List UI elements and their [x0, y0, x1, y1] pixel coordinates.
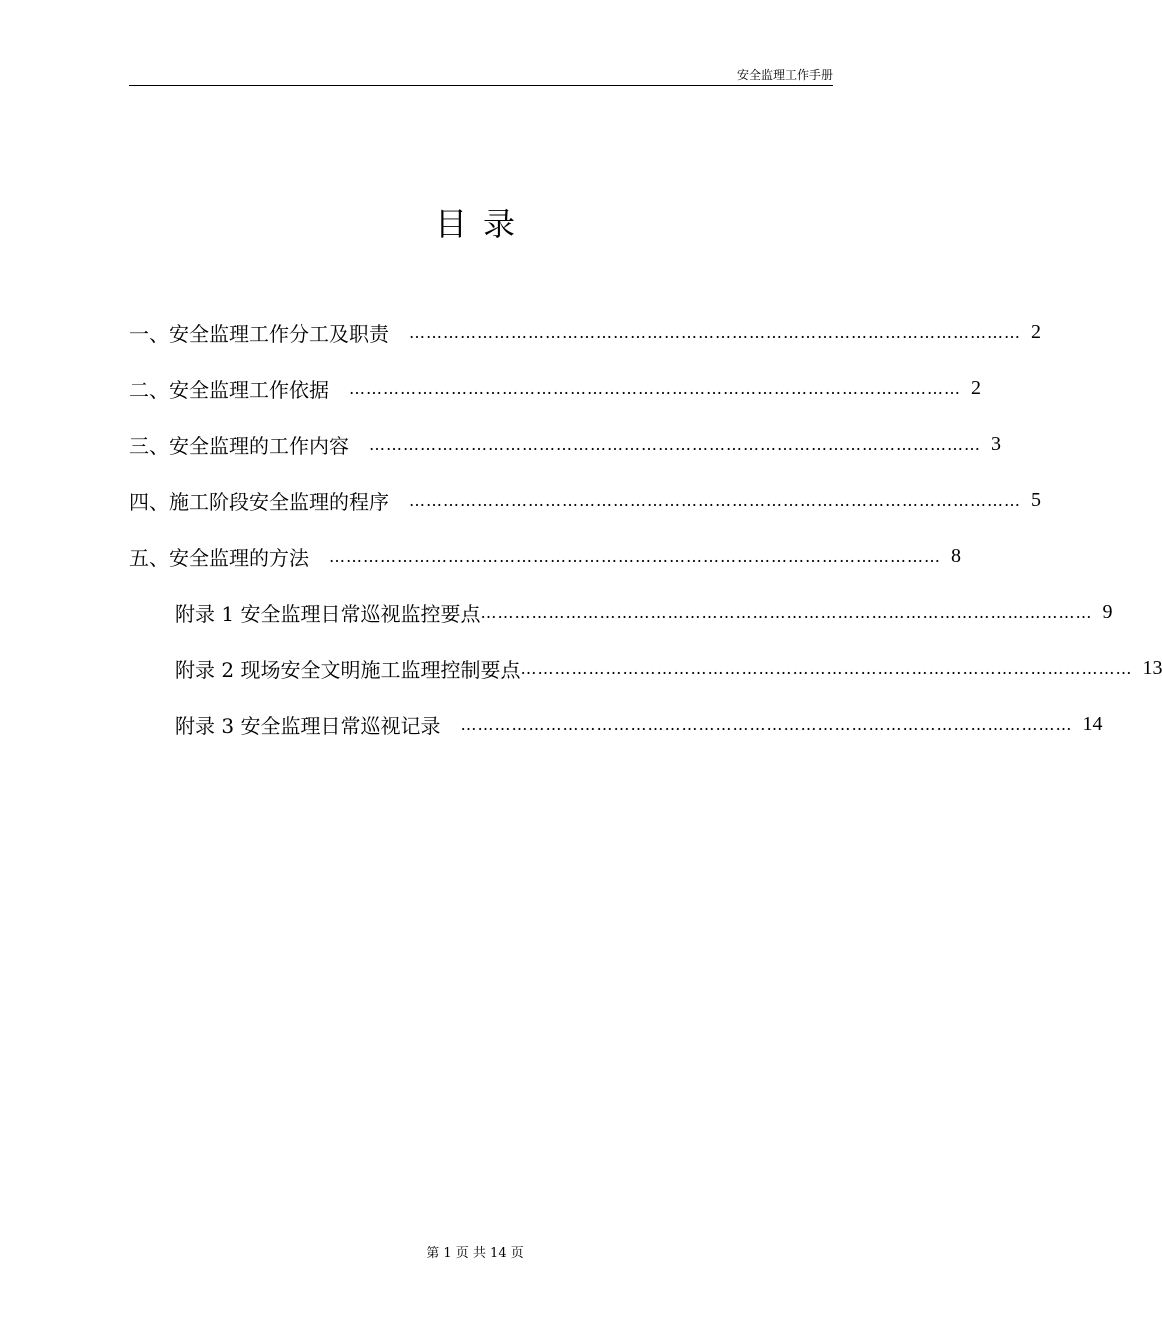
toc-entry-label: 附录 1 安全监理日常巡视监控要点 [175, 601, 481, 626]
toc-entry-label: 三、安全监理的工作内容 [129, 433, 349, 458]
toc-entry-label: 一、安全监理工作分工及职责 [129, 321, 389, 346]
toc-leader-dots: ……………………………………………………………………………………………… [369, 434, 981, 454]
toc-entry-page: 3 [991, 432, 1001, 455]
toc-leader-dots: ……………………………………………………………………………………………… [329, 546, 941, 566]
toc-leader-dots: ……………………………………………………………………………………………… [520, 658, 1133, 678]
toc-entry-label: 附录 3 安全监理日常巡视记录 [175, 713, 441, 738]
toc-entry-page: 5 [1031, 488, 1041, 511]
toc-leader-dots: ……………………………………………………………………………………………… [409, 490, 1021, 510]
toc-entry-appendix[interactable] [175, 654, 1162, 682]
toc-leader-dots: ……………………………………………………………………………………………… [349, 378, 961, 398]
page-footer: 第 1 页 共 14 页 [426, 1246, 524, 1261]
toc-entry-page: 9 [1102, 600, 1113, 623]
toc-entry-page: 13 [1142, 656, 1162, 679]
toc-leader-dots: ……………………………………………………………………………………………… [409, 322, 1021, 342]
toc-entry[interactable] [129, 430, 1001, 458]
toc-entry[interactable] [129, 486, 1041, 514]
running-header: 安全监理工作手册 [736, 68, 833, 82]
toc-entry-page: 14 [1082, 712, 1103, 735]
toc-entry-appendix[interactable] [175, 598, 1113, 626]
toc-entry-label: 五、安全监理的方法 [129, 545, 309, 570]
header-divider [129, 85, 833, 86]
toc-title: 目录 [434, 205, 531, 243]
toc-entry-label: 附录 2 现场安全文明施工监理控制要点 [175, 657, 521, 682]
toc-leader-dots: ……………………………………………………………………………………………… [460, 714, 1073, 734]
toc-entry[interactable] [129, 374, 981, 402]
toc-entry-page: 2 [1031, 320, 1041, 343]
toc-entry[interactable] [129, 542, 961, 570]
toc-leader-dots: ……………………………………………………………………………………………… [480, 602, 1093, 622]
toc-entry[interactable] [129, 318, 1041, 346]
toc-entry-page: 8 [951, 544, 961, 567]
toc-entry-label: 二、安全监理工作依据 [129, 377, 329, 402]
toc-entry-label: 四、施工阶段安全监理的程序 [129, 489, 389, 514]
toc-entry-appendix[interactable] [175, 710, 1103, 738]
toc-entry-page: 2 [971, 376, 981, 399]
